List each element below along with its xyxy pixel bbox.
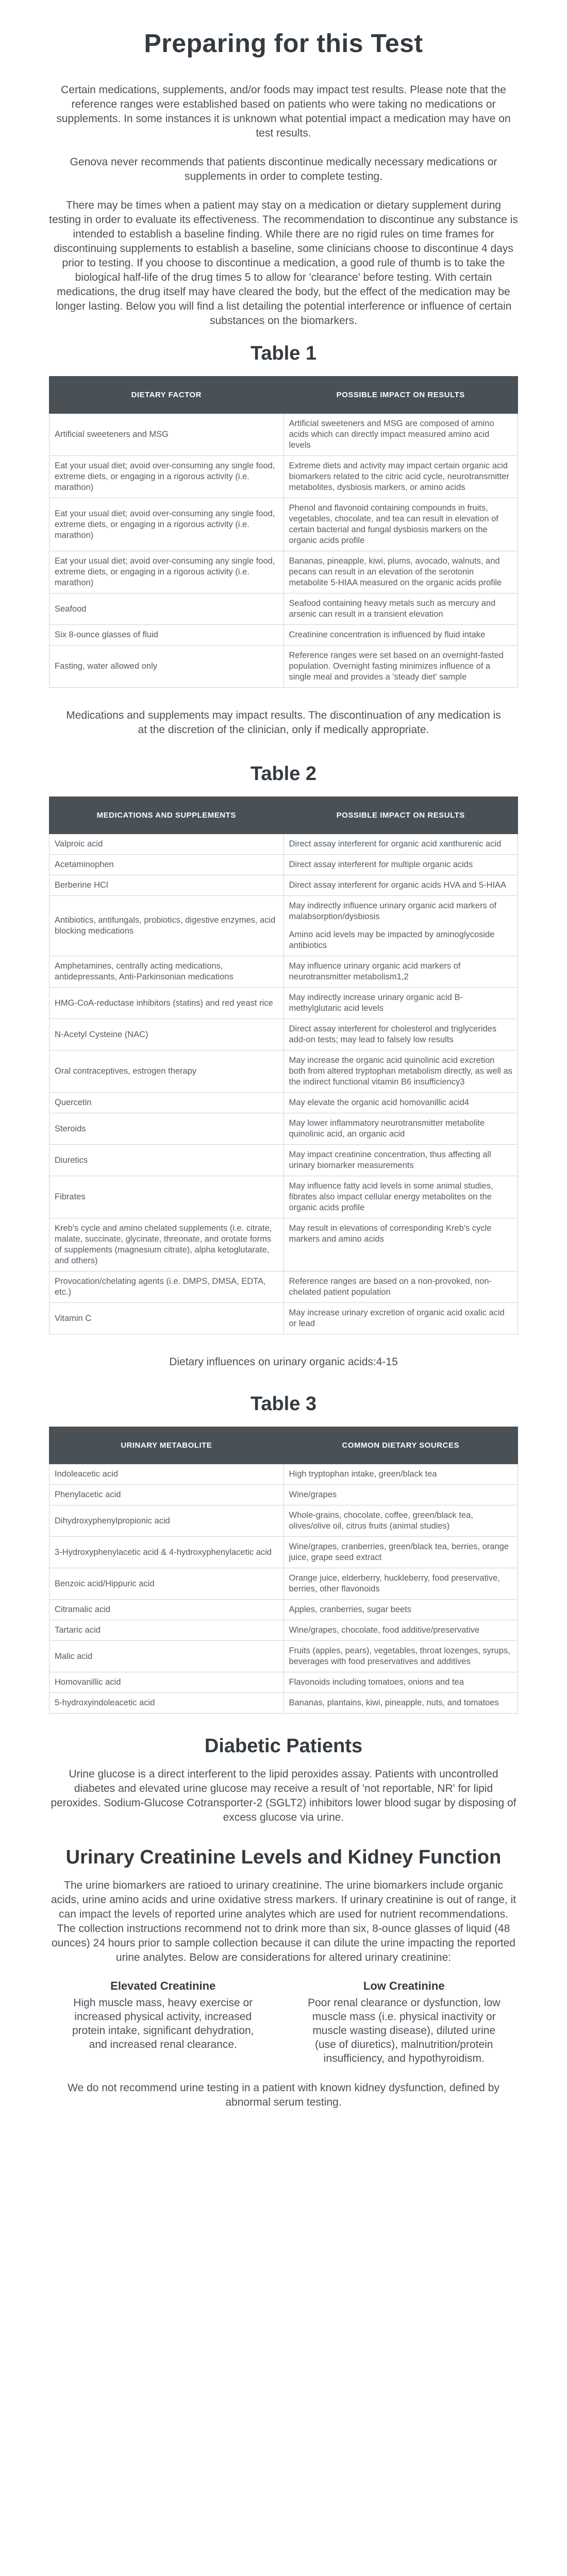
impact-text: Phenol and flavonoid containing compounds in fruits, vegetables, chocolate, and tea can result in elevation of certain bacterial and fungal dysbiosis markers on the organic acids profile	[289, 503, 498, 545]
impact-text: Direct assay interferent for cholesterol and triglycerides add-on tests; may lead to falsely low results	[289, 1024, 497, 1044]
low-creatinine-text: Poor renal clearance or dysfunction, low muscle mass (i.e. physical inactivity or muscle wasting disease), diluted urine (use of diuretics), malnutrition/protein insufficiency, and hypothyroidism.	[307, 1997, 501, 2064]
intro-paragraph: There may be times when a patient may stay on a medication or dietary supplement during testing in order to evaluate its effectiveness. The recommendation to discontinue any substance is intended to establish a baseline finding. While there are no rigid rules on time frames for discontinuing supplements to establish a baseline, some clinicians choose to discontinue 4 days prior to testing. If you choose to discontinue a medication, a good rule of thumb is to take the biological half-life of the drug times 5 to allow for 'clearance' before testing. With certain medications, the drug itself may have cleared the body, but the effect of the medication may be longer lasting. Below you will find a list detailing the potential interference or influence of certain substances on the biomarkers.	[49, 199, 518, 327]
row-label: Fasting, water allowed only	[49, 646, 284, 688]
table1-body	[49, 414, 518, 688]
table-row	[49, 594, 518, 625]
table-row	[49, 855, 518, 875]
intro-paragraph: Certain medications, supplements, and/or foods may impact test results. Please note that the reference ranges were established based on patients who were taking no medications or supplements. In some instances it is unknown what potential impact a medication may have on test results.	[56, 84, 511, 139]
row-impact	[284, 875, 518, 896]
table-row	[49, 1272, 518, 1303]
table2-title: Table 2	[250, 763, 317, 785]
table3-header-left: URINARY METABOLITE	[49, 1427, 284, 1464]
row-label: Diuretics	[49, 1145, 284, 1176]
row-label: Homovanillic acid	[49, 1672, 284, 1693]
page-title: Preparing for this Test	[144, 29, 423, 58]
row-impact	[284, 1218, 518, 1272]
creatinine-text: The urine biomarkers are ratioed to urinary creatinine. The urine biomarkers include organic acids, urine amino acids and urine oxidative stress markers. If urinary creatinine is out of range, it can impact the levels of reported urine analytes which are used for nutrient recommendations. The collection instructions recommend not to drink more than six, 8-ounce glasses of liquid (48 ounces) 24 hours prior to sample collection because it can dilute the urine impacting the reported urine analytes. Below are considerations for altered urinary creatinine:	[51, 1879, 516, 1963]
impact-text: May impact creatinine concentration, thus affecting all urinary biomarker measurements	[289, 1150, 491, 1170]
row-label: Oral contraceptives, estrogen therapy	[49, 1050, 284, 1093]
table3	[49, 1427, 518, 1714]
row-label: Indoleacetic acid	[49, 1464, 284, 1485]
row-impact	[284, 896, 518, 956]
row-label: Kreb's cycle and amino chelated supplements (i.e. citrate, malate, succinate, glycinate, threonate, and orotate forms of supplements (magnesium citrate), alpha ketoglutarate, and others)	[49, 1218, 284, 1272]
impact-text: Direct assay interferent for organic acids HVA and 5-HIAA	[289, 880, 507, 890]
elevated-creatinine	[64, 1979, 262, 2065]
row-impact	[284, 1672, 518, 1693]
impact-text: May result in elevations of corresponding Kreb's cycle markers and amino acids	[289, 1224, 492, 1244]
table2-header-right: POSSIBLE IMPACT ON RESULTS	[284, 797, 518, 834]
row-label: Amphetamines, centrally acting medications, antidepressants, Anti-Parkinsonian medications	[49, 956, 284, 988]
impact-text: Orange juice, elderberry, huckleberry, food preservative, berries, other flavonoids	[289, 1573, 500, 1594]
table-row	[49, 956, 518, 988]
table3-body	[49, 1464, 518, 1714]
row-label: Seafood	[49, 594, 284, 625]
row-impact	[284, 498, 518, 551]
row-impact	[284, 1485, 518, 1505]
table-row	[49, 1641, 518, 1672]
row-impact	[284, 456, 518, 498]
table-row	[49, 1050, 518, 1093]
table-row	[49, 1600, 518, 1620]
table-row	[49, 896, 518, 956]
table-row	[49, 1693, 518, 1714]
table-row	[49, 1218, 518, 1272]
row-impact	[284, 1505, 518, 1537]
row-label: Eat your usual diet; avoid over-consuming any single food, extreme diets, or engaging in a rigorous activity (i.e. marathon)	[49, 456, 284, 498]
elevated-creatinine-title: Elevated Creatinine	[110, 1979, 216, 1992]
table3-title: Table 3	[250, 1393, 317, 1415]
row-impact	[284, 1019, 518, 1050]
table-row	[49, 498, 518, 551]
dietary-caption: Dietary influences on urinary organic acids:4-15	[169, 1356, 398, 1368]
table-row	[49, 988, 518, 1019]
table-row	[49, 1485, 518, 1505]
elevated-creatinine-text: High muscle mass, heavy exercise or increased physical activity, increased protein intake, significant dehydration, and increased renal clearance.	[72, 1997, 254, 2050]
impact-text: May lower inflammatory neurotransmitter metabolite quinolinic acid, an organic acid	[289, 1118, 485, 1139]
row-impact	[284, 1537, 518, 1568]
row-label: Eat your usual diet; avoid over-consuming any single food, extreme diets, or engaging in a rigorous activity (i.e. marathon)	[49, 551, 284, 594]
impact-text: May increase the organic acid quinolinic acid excretion both from altered tryptophan metabolism directly, as well as the indirect functional vitamin B6 insufficiency3	[289, 1056, 512, 1087]
impact-text: Direct assay interferent for multiple organic acids	[289, 860, 473, 869]
row-impact	[284, 1272, 518, 1303]
impact-text: Wine/grapes, chocolate, food additive/preservative	[289, 1625, 480, 1635]
row-impact	[284, 1568, 518, 1600]
table-row	[49, 1620, 518, 1641]
row-impact	[284, 1050, 518, 1093]
row-label: HMG-CoA-reductase inhibitors (statins) and red yeast rice	[49, 988, 284, 1019]
row-impact	[284, 855, 518, 875]
row-label: Benzoic acid/Hippuric acid	[49, 1568, 284, 1600]
row-impact	[284, 1113, 518, 1145]
row-label: 3-Hydroxyphenylacetic acid & 4-hydroxyphenylacetic acid	[49, 1537, 284, 1568]
row-label: Tartaric acid	[49, 1620, 284, 1641]
low-creatinine-title: Low Creatinine	[363, 1979, 445, 1992]
row-label: Artificial sweeteners and MSG	[49, 414, 284, 456]
table3-header-right: COMMON DIETARY SOURCES	[284, 1427, 518, 1464]
impact-text: Creatinine concentration is influenced by fluid intake	[289, 630, 486, 639]
impact-text: Wine/grapes, cranberries, green/black tea, berries, orange juice, grape seed extract	[289, 1542, 509, 1562]
impact-text: Apples, cranberries, sugar beets	[289, 1605, 412, 1614]
table1-title: Table 1	[250, 343, 317, 364]
row-impact	[284, 1145, 518, 1176]
kidney-footer-note: We do not recommend urine testing in a patient with known kidney dysfunction, defined by abnormal serum testing.	[68, 2082, 499, 2108]
row-label: Acetaminophen	[49, 855, 284, 875]
table-row	[49, 646, 518, 688]
row-label: Provocation/chelating agents (i.e. DMPS, DMSA, EDTA, etc.)	[49, 1272, 284, 1303]
row-impact	[284, 1303, 518, 1334]
row-impact	[284, 551, 518, 594]
impact-text: May indirectly increase urinary organic acid B-methylglutaric acid levels	[289, 993, 463, 1013]
row-impact	[284, 956, 518, 988]
table-row	[49, 834, 518, 855]
table2	[49, 796, 518, 1334]
low-creatinine	[306, 1979, 503, 2065]
row-impact	[284, 1641, 518, 1672]
row-label: N-Acetyl Cysteine (NAC)	[49, 1019, 284, 1050]
row-label: Malic acid	[49, 1641, 284, 1672]
table-row	[49, 1537, 518, 1568]
impact-text: May elevate the organic acid homovanillic acid4	[289, 1098, 469, 1107]
table-row	[49, 875, 518, 896]
diabetic-title: Diabetic Patients	[204, 1735, 363, 1757]
row-label: Phenylacetic acid	[49, 1485, 284, 1505]
table2-header-left: MEDICATIONS AND SUPPLEMENTS	[49, 797, 284, 834]
table1	[49, 376, 518, 688]
row-impact	[284, 625, 518, 646]
impact-text: Reference ranges are based on a non-provoked, non-chelated patient population	[289, 1277, 492, 1297]
row-impact	[284, 1464, 518, 1485]
table-row	[49, 551, 518, 594]
table-row	[49, 625, 518, 646]
table-row	[49, 1093, 518, 1113]
table-row	[49, 1145, 518, 1176]
impact-text: Fruits (apples, pears), vegetables, throat lozenges, syrups, beverages with food preservatives and additives	[289, 1646, 510, 1666]
impact-text: High tryptophan intake, green/black tea	[289, 1469, 437, 1479]
table-row	[49, 1176, 518, 1218]
row-label: 5-hydroxyindoleacetic acid	[49, 1693, 284, 1714]
impact-text: May influence urinary organic acid markers of neurotransmitter metabolism1,2	[289, 961, 461, 981]
row-label: Vitamin C	[49, 1303, 284, 1334]
impact-text: Artificial sweeteners and MSG are composed of amino acids which can directly impact measured amino acid levels	[289, 419, 494, 450]
impact-text: Direct assay interferent for organic acid xanthurenic acid	[289, 839, 502, 849]
row-label: Valproic acid	[49, 834, 284, 855]
row-impact	[284, 594, 518, 625]
impact-text: Reference ranges were set based on an overnight-fasted population. Overnight fasting minimizes influence of a single meal and provides a 'steady diet' sample	[289, 651, 504, 682]
creatinine-title: Urinary Creatinine Levels and Kidney Function	[65, 1846, 502, 1868]
table-row	[49, 1464, 518, 1485]
medications-note: Medications and supplements may impact results. The discontinuation of any medication is at the discretion of the clinician, only if medically appropriate.	[66, 709, 501, 736]
row-label: Antibiotics, antifungals, probiotics, digestive enzymes, acid blocking medications	[49, 896, 284, 956]
row-label: Citramalic acid	[49, 1600, 284, 1620]
row-label: Steroids	[49, 1113, 284, 1145]
impact-text: Bananas, plantains, kiwi, pineapple, nuts, and tomatoes	[289, 1698, 499, 1707]
row-impact	[284, 1093, 518, 1113]
row-impact	[284, 1600, 518, 1620]
intro-paragraph: Genova never recommends that patients discontinue medically necessary medications or supplements in order to complete testing.	[70, 156, 497, 182]
row-label: Dihydroxyphenylpropionic acid	[49, 1505, 284, 1537]
table-row	[49, 1019, 518, 1050]
table-row	[49, 1672, 518, 1693]
impact-text: Wine/grapes	[289, 1490, 337, 1499]
table-row	[49, 1303, 518, 1334]
impact-text: Bananas, pineapple, kiwi, plums, avocado, walnuts, and pecans can result in an elevation of the serotonin metabolite 5-HIAA measured on the organic acids profile	[289, 556, 502, 587]
diabetic-text: Urine glucose is a direct interferent to the lipid peroxides assay. Patients with uncontrolled diabetes and elevated urine glucose may receive a result of 'not reportable, NR' for lipid peroxides. Sodium-Glucose Cotransporter-2 (SGLT2) inhibitors lower blood sugar by disposing of excess glucose via urine.	[51, 1768, 516, 1823]
table1-header-right: POSSIBLE IMPACT ON RESULTS	[284, 377, 518, 414]
table-row	[49, 414, 518, 456]
creatinine-columns	[64, 1979, 503, 2065]
table2-body	[49, 834, 518, 1334]
row-impact	[284, 1176, 518, 1218]
row-label: Berberine HCl	[49, 875, 284, 896]
table1-header-left: DIETARY FACTOR	[49, 377, 284, 414]
row-impact	[284, 414, 518, 456]
row-impact	[284, 1693, 518, 1714]
impact-text: May indirectly influence urinary organic acid markers of malabsorption/dysbiosis	[289, 901, 497, 921]
row-impact	[284, 1620, 518, 1641]
row-impact	[284, 646, 518, 688]
row-label: Quercetin	[49, 1093, 284, 1113]
row-label: Fibrates	[49, 1176, 284, 1218]
table-row	[49, 456, 518, 498]
row-impact	[284, 834, 518, 855]
row-label: Six 8-ounce glasses of fluid	[49, 625, 284, 646]
impact-text: May increase urinary excretion of organic acid oxalic acid or lead	[289, 1308, 505, 1328]
impact-text: Extreme diets and activity may impact certain organic acid biomarkers related to the citric acid cycle, neurotransmitter metabolites, dysbiosis markers, or amino acids	[289, 461, 509, 492]
impact-text: May influence fatty acid levels in some animal studies, fibrates also impact cellular energy metabolites on the organic acids profile	[289, 1181, 493, 1212]
table-row	[49, 1113, 518, 1145]
table-row	[49, 1568, 518, 1600]
row-label: Eat your usual diet; avoid over-consuming any single food, extreme diets, or engaging in a rigorous activity (i.e. marathon)	[49, 498, 284, 551]
impact-text: Flavonoids including tomatoes, onions and tea	[289, 1677, 464, 1687]
impact-text: Whole-grains, chocolate, coffee, green/black tea, olives/olive oil, citrus fruits (animal studies)	[289, 1511, 473, 1531]
row-impact	[284, 988, 518, 1019]
table-row	[49, 1505, 518, 1537]
impact-text: Seafood containing heavy metals such as mercury and arsenic can result in a transient elevation	[289, 599, 496, 619]
impact-text: Amino acid levels may be impacted by aminoglycoside antibiotics	[289, 930, 495, 950]
